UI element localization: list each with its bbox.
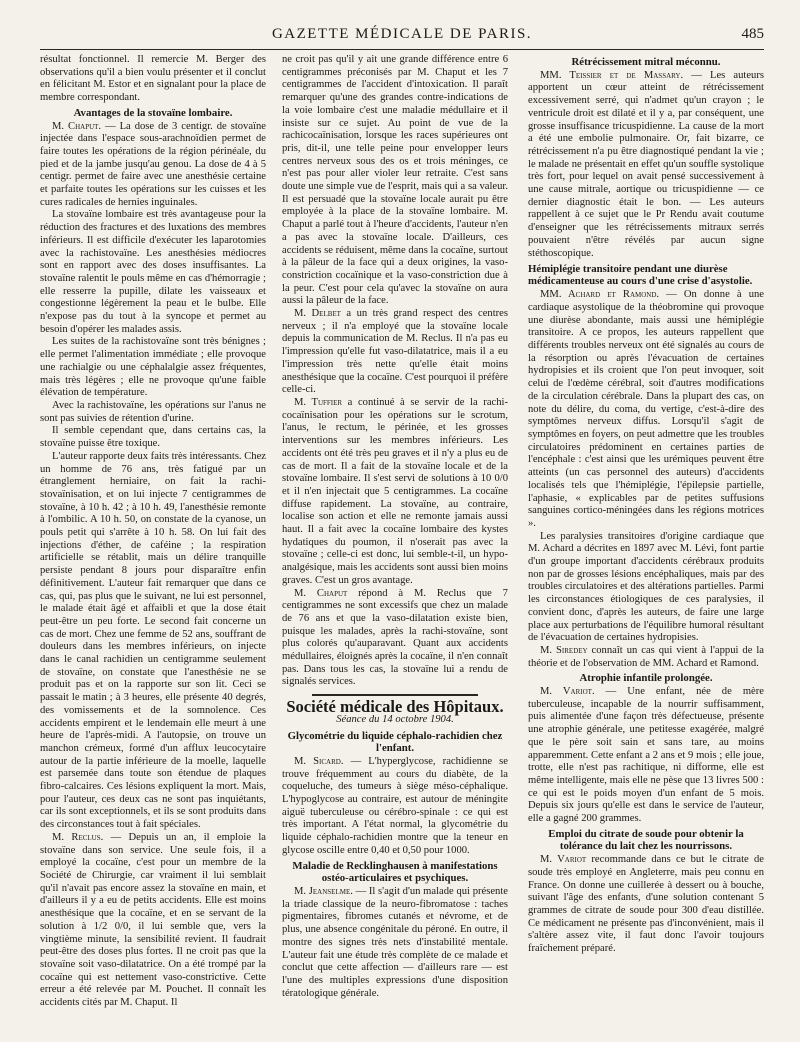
paragraph (528, 854, 764, 956)
page-number: 485 (741, 26, 764, 42)
speaker-name: M. Chaput (294, 587, 348, 599)
paragraph-text: — La dose de 3 centigr. de stovaïne injectée dans l'espace sous-arachnoïdien permet de faire toutes les opérations de la région périnéale, du pied et de la jambe jusqu'au genou. La dose de 4 à 5 centigr. permet de faire avec une anesthésie certaine et parfaite toutes les opérations sur les cuisses et les cures radicales de hernies inguinales. (40, 120, 266, 208)
paragraph (282, 308, 508, 397)
paragraph (282, 756, 508, 858)
paragraph: La stovaïne lombaire est très avantageuse pour la réduction des fractures et des luxations des membres inférieurs. Il est difficile d'exécuter les laparotomies avec la rachistovaïne. Les anesthésies médiocres sont en rapport avec des doses insuffisantes. La stovaïne ralentit le pouls même en cas d'hémorragie ; elle resserre la pupille, dilate les vaisseaux et congestionne légèrement la peau et le bulbe. Elle n'expose pas du tout à la syncope et permet au besoin d'opérer les malades assis. (40, 209, 266, 335)
paragraph-text: a continué à se servir de la rachi-cocaïnisation pour les opérations sur le scrotum, l'anus, le rectum, le périnée, et les grosses interventions sur les membres inférieurs. Les accidents ont été très peu graves et il n'y a plus eu de cas de mort. Il a fait de la stovaïne locale et de la stovaïne lombaire. Il s'est servi de solutions à 10 0/0 et il n'en injectait que 5 centigrammes. La cocaïne diffuse rapidement. La stovaïne, au contraire, localise son action et elle ne remonte jamais aussi haut. Il a fait avec la cocaïne lombaire des kystes hydatiques du poumon, il n'oserait pas avec la stovaïne ; celle-ci est donc, lui semble-t-il, un hypo-analgésique, mais les accidents sont aussi bien moins graves. C'est un gros avantage. (282, 396, 508, 586)
page-header (40, 26, 764, 46)
speaker-name: M. Jeanselme. (294, 886, 353, 897)
article-heading: Glycométrie du liquide céphalo-rachidien chez l'enfant. (287, 729, 503, 755)
speaker-name: M. Reclus. (52, 831, 104, 843)
paragraph (528, 645, 764, 670)
paragraph (528, 70, 764, 261)
column-left (40, 54, 266, 1024)
paragraph-text: — On donne à une cardiaque asystolique de la théobromine qui provoque une diurèse abondante, mais aussi une hémiplégie transitoire. A ce propos, les auteurs rappellent que différents troubles nerveux ont été signalés au cours de la résorption ou après l'évacuation de certaines hydropisies et ils croient que l'on peut invoquer, soit celui de l'œdème cérébral, soit d'autres modifications de la circulation cérébrale. Dans la plupart des cas, on note du délire, du coma, du vertige, c'est-à-dire des symptômes nerveux diffus. Lorsqu'il s'agit de symptômes en foyers, on peut admettre que les troubles circulatoires prédominent en certaines parties de l'encéphale : c'est ainsi que les urémiques peuvent être atteints (un cas personnel des auteurs) d'accidents localisés tels que l'hémiplégie, l'épilepsie partielle, l'aphasie, « explicables par de petites suffusions sanguines cortico-méningées dans les régions motrices ». (528, 289, 764, 529)
paragraph (40, 832, 266, 1010)
paragraph: Avec la rachistovaïne, les opérations sur l'anus ne sont pas suivies de rétention d'urine. (40, 399, 266, 424)
speaker-name: M. Sicard. (294, 755, 344, 767)
paragraph (282, 397, 508, 588)
speaker-name: M. Variot (540, 854, 587, 866)
article-heading: Hémiplégie transitoire pendant une diurèse médicamenteuse au cours d'une crise d'asystolie. (528, 263, 753, 288)
speaker-name: MM. Teissier et de Massary. (540, 69, 684, 81)
paragraph-text: — Les auteurs apportent un cœur atteint de rétrécissement excessivement serré, qui n'admet qu'un crayon ; le ventricule droit est dilaté et il y a, par conséquent, une grosse insuffisance tricuspidienne. La cause de la mort a été une embolie pulmonaire. Or, fait bizarre, ce rétrécissement n'a pu être diagnostiqué pendant la vie ; le malade ne présentait en effet qu'un souffle systolique très fort, pour lequel on avait pensé successivement à une cause mitrale, aortique ou tricuspidienne — ce dernier diagnostic était le bon. — Les auteurs rappellent à ce sujet que le Pr Rendu avait coutume d'enseigner que les rétrécissements mitraux serrés pouvaient n'être révélés par aucun signe stéthoscopique. (528, 69, 764, 259)
paragraph-text: recommande dans ce but le citrate de soude très employé en Angleterre, mais peu connu en France. On donne une cuillerée à dessert ou à bouche, suivant l'âge des enfants, d'une solution contenant 5 grammes de citrate de soude pour 300 d'eau distillée. Ce médicament ne présente pas d'inconvénient, mais il s'altère assez vite, il faut donc l'avoir toujours fraîchement préparé. (528, 854, 764, 955)
paragraph-text: — Une enfant, née de mère tuberculeuse, incapable de la nourrir suffisamment, puis alimentée d'une façon très défectueuse, présente une atrophie générale, une petitesse exagérée, malgré que le père soit sain et sans tare, au moins apparemment. Cette enfant a 2 ans et 9 mois ; elle joue, trotte, elle n'est pas rachitique, ni difforme, elle est même intelligente, mais elle ne pèse que 13 livres 500 : ce qui est le poids moyen d'un enfant de 5 mois. Depuis six jours qu'elle est dans le service de l'auteur, elle a gagné 200 grammes. (528, 686, 764, 825)
paragraph: ne croit pas qu'il y ait une grande différence entre 6 centigrammes préconisés par M. Chaput et les 7 centigrammes de l'accident d'intoxication. Il paraît remarquer qu'une des grandes contre-indications de la voie lombaire c'est une maladie médullaire et il insiste sur ce sujet. Au point de vue de la rachicocaïnisation, lorsque les races supérieures ont pris, dit-il, une telle peine pour envelopper leurs centres nerveux sous des os et trois méninges, ce n'est pas pour aller violer leur retraite. C'est sans doute une simple vue de l'esprit, mais qui a sa valeur. Il est persuadé que la stovaïne locale aurait pu être employée à la place de la stovaïne lombaire. M. Chaput a parlé tout à l'heure d'accidents, l'auteur n'en a pas avec la stovaïne locale. D'ailleurs, ces accidents se réduisent, même dans la cocaïne, surtout à la pâleur de la face qui a deux origines, la vaso-constriction cocaïnique et la vaso-constriction due à la peur. C'est pour cela qu'avec la stovaïne on aura aussi la pâleur de la face. (282, 54, 508, 307)
paragraph (282, 886, 508, 1000)
journal-title: GAZETTE MÉDICALE DE PARIS. (271, 26, 533, 42)
paragraph: L'auteur rapporte deux faits très intéressants. Chez un homme de 76 ans, très fatigué par un étranglement herniaire, on fait la rachi-stovaïnisation, et on lui injecte 7 centigrammes de stovaïne, à 10 h. 42 ; à 10 h. 49, l'anesthésie remonte à l'ombilic. A 10 h. 50, on constate de la cyanose, un pouls petit qui s'arrête à 10 h. 58. On lui fait des injections d'éther, de caféine ; la respiration artificielle se rétablit, mais un délire tranquille persiste pendant 8 jours pour disparaître enfin définitivement. L'auteur fait remarquer que dans ce cas, qui, pas plus que le suivant, ne lui est personnel, le malade était âgé et affaibli et que la dose était peut-être un peu forte. Le second fait concerne un cas de mort. Chez une femme de 52 ans, souffrant de douleurs dans les membres inférieurs, on injecte dans le canal rachidien un centigramme seulement de stovaïne, on constate que l'anesthésie ne se produit pas et on la rapporte sur son lit. Ceci se passait le matin ; à 3 heures, elle présente 40 degrés, des vomissements et de la somnolence. Ces accidents empirent et le lendemain elle meurt à une heure de l'après-midi. A l'autopsie, on trouve un manchon crémeux, formé d'un afflux leucocytaire autour de la partie inférieure de la moelle, laquelle est parsemée dans toute son étendue de plaques fibro-calcaires. Ces lésions expliquent la mort. Mais, pour l'auteur, ces deux cas ne sont pas inquiétants, car ils sont exceptionnels, et ils se sont produits dans des circonstances tout à fait spéciales. (40, 450, 266, 831)
paragraph-text: — Il s'agit d'un malade qui présente la triade classique de la neuro-fibromatose : taches pigmentaires, fibromes cutanés et névrome, et de plus, une absence congénitale du péroné. En outre, il montre des signes très nets d'instabilité mentale. L'auteur fait une étude très complète de ce malade et conclut que cette affection — d'ailleurs rare — est l'une des multiples expressions d'une disposition tératologique générale. (282, 886, 508, 999)
paragraph (528, 686, 764, 826)
paragraph (40, 121, 266, 210)
paragraph-text: — Depuis un an, il emploie la stovaïne dans son service. Une seule fois, il a employé la cocaïne, c'est pour un membre de la Société de Chirurgie, car vraiment il lui semblait qu'il n'avait pas encore assez la stovaïne en main, et d'ailleurs il y a eu de petits accidents. Elle est moins anesthésique que la cocaïne, et en se servant de la solution à 1/2 0/0, il lui semble que, vers la vingtième minute, la sensibilité revient. Il faudrait peut-être des doses plus fortes. Il ne croit pas que la stovaïne soit vaso-dilatatrice. On a été trompé par la cocaïne qui est nettement vaso-constrictive. Cette erreur a été relevée par M. Pouchet. Il connaît les accidents cités par M. Chaput. Il (40, 831, 266, 1009)
paragraph: résultat fonctionnel. Il remercie M. Berger des observations qu'il a bien voulu présenter et il conclut en félicitant M. Estor et en signalant pour la place de membre correspondant. (40, 54, 266, 104)
paragraph (528, 289, 764, 530)
paragraph-text: — L'hyperglycose, rachidienne se trouve fréquemment au cours du diabète, de la coqueluche, des tumeurs à siège méso-céphalique. L'hypoglycose au contraire, est autour de méningite aiguë tuberculeuse ou cérébro-spinale : ce qui est très important. A l'état normal, la glycométrie du liquide céphalo-rachidien montre que la teneur en glycose oscille entre 0,40 et 0,50 pour 1000. (282, 755, 508, 856)
paragraph: Il semble cependant que, dans certains cas, la stovaïne puisse être toxique. (40, 425, 266, 450)
article-heading: Avantages de la stovaïne lombaire. (73, 106, 233, 119)
speaker-name: M. Delbet (294, 308, 341, 320)
section-date: Séance du 14 octobre 1904. (336, 713, 454, 725)
article-heading: Rétrécissement mitral méconnu. (571, 56, 721, 68)
paragraph-text: connaît un cas qui vient à l'appui de la théorie et de l'observation de MM. Achard et Ramond. (528, 644, 764, 669)
section-title: Société médicale des Hôpitaux. (286, 697, 504, 717)
paragraph (282, 588, 508, 690)
column-middle (282, 54, 508, 1024)
article-heading: Emploi du citrate de soude pour obtenir la tolérance du lait chez les nourrissons. (548, 827, 744, 853)
speaker-name: MM. Achard et Ramond. (540, 289, 660, 301)
speaker-name: M. Chaput. (52, 120, 102, 132)
paragraph: Les suites de la rachistovaïne sont très bénignes ; elle permet l'alimentation immédiate ; elle provoque une rachialgie ou une céphalalgie assez fréquentes, mais très légères ; elle ne provoque qu'une faible élévation de température. (40, 336, 266, 399)
speaker-name: M. Variot. (540, 686, 595, 698)
paragraph-text: a un très grand respect des centres nerveux ; il n'a employé que la stovaïne locale depuis la communication de M. Reclus. Il n'a pas eu l'impression qu'elle fut vaso-dilatatrice, mais il a eu l'impression très nette qu'elle était moins anesthésique que la cocaïne. C'est pourquoi il préfère celle-ci. (282, 308, 508, 396)
paragraph: Les paralysies transitoires d'origine cardiaque que M. Achard a décrites en 1897 avec M. Lévi, font partie d'un groupe important d'accidents cérébraux produits non par de grosses lésions encéphaliques, mais par des troubles circulatoires et des altérations partielles. Parmi les circonstances étiologiques de ces paralysies, il convient donc, d'après les auteurs, de faire une large place aux perturbations de l'équilibre humoral résultant de l'évacuation de certaines hydropisies. (528, 530, 764, 644)
header-rule (40, 49, 764, 50)
column-right (528, 54, 764, 1024)
paragraph-text: répond à M. Reclus que 7 centigrammes ne sont excessifs que chez un malade de 76 ans et que la vaso-dilatation existe bien, puisque les malades, après la rachi-stovaïne, sont plus colorés qu'auparavant. Quant aux accidents médullaires, éloignés après la cocaïne, il n'en connaît pas. Dans tous les cas, la stovaïne lui a rendu de signalés services. (282, 587, 508, 688)
speaker-name: M. Siredey (540, 644, 588, 656)
article-heading: Atrophie infantile prolongée. (579, 672, 713, 685)
speaker-name: M. Tuffier (294, 396, 343, 408)
article-heading: Maladie de Recklinghausen à manifestations ostéo-articulaires et psychiques. (292, 859, 498, 885)
